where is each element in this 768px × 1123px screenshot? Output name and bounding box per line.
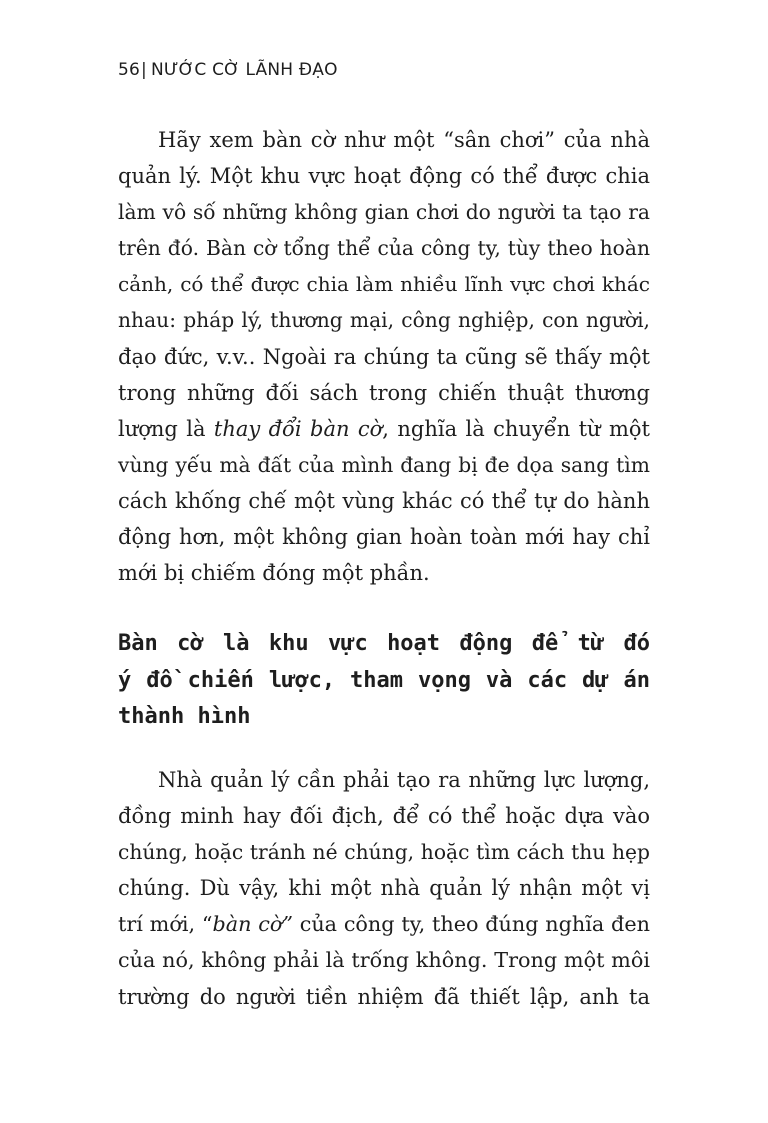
- text-run: , nghĩa là chuyển từ một: [382, 416, 650, 441]
- section-heading: [118, 626, 650, 736]
- text-run: lượng là: [118, 416, 214, 441]
- text-run: trí mới, “: [118, 912, 213, 937]
- page-number: 56: [118, 60, 141, 80]
- text-line: chúng, hoặc tránh né chúng, hoặc tìm cách thu hẹp: [118, 840, 650, 865]
- text-line: nhau: pháp lý, thương mại, công nghiệp, con người,: [118, 308, 650, 333]
- text-line: trên đó. Bàn cờ tổng thể của công ty, tùy theo hoàn: [118, 236, 650, 261]
- text-line: của nó, không phải là trống không. Trong một môi: [118, 948, 650, 973]
- text-line: đồng minh hay đối địch, để có thể hoặc dựa vào: [118, 804, 650, 829]
- text-line: quản lý. Một khu vực hoạt động có thể được chia: [118, 164, 650, 189]
- text-line: mới bị chiếm đóng một phần.: [118, 561, 430, 586]
- text-line: Hãy xem bàn cờ như một “sân chơi” của nhà: [158, 128, 650, 152]
- text-line: cách khống chế một vùng khác có thể tự do hành: [118, 488, 650, 513]
- heading-line: thành hình: [118, 704, 251, 729]
- book-title: NƯỚC CỜ LÃNH ĐẠO: [150, 60, 338, 80]
- text-run: của công ty, theo đúng nghĩa đen: [292, 912, 650, 937]
- text-line: [118, 411, 650, 447]
- text-line: đạo đức, v.v.. Ngoài ra chúng ta cũng sẽ thấy một: [118, 344, 650, 369]
- emphasis-term: thay đổi bàn cờ: [213, 416, 383, 441]
- text-line: động hơn, một không gian hoàn toàn mới hay chỉ: [118, 525, 650, 550]
- emphasis-term: bàn cờ”: [212, 912, 293, 937]
- text-line: cảnh, có thể được chia làm nhiều lĩnh vực chơi khác: [118, 272, 650, 297]
- heading-line: ý đồ chiến lược, tham vọng và các dự án: [118, 667, 650, 693]
- text-line: trong những đối sách trong chiến thuật thương: [118, 380, 650, 405]
- text-line: chúng. Dù vậy, khi một nhà quản lý nhận một vị: [118, 876, 650, 901]
- text-line: trường do người tiền nhiệm đã thiết lập, anh ta: [118, 984, 650, 1009]
- text-line: vùng yếu mà đất của mình đang bị đe dọa sang tìm: [118, 452, 650, 477]
- running-head: [118, 60, 338, 80]
- body-paragraph-1: [118, 122, 650, 591]
- text-line: làm vô số những không gian chơi do người ta tạo ra: [118, 200, 650, 225]
- heading-line: Bàn cờ là khu vực hoạt động để từ đó: [118, 631, 650, 656]
- text-line: Nhà quản lý cần phải tạo ra những lực lượng,: [158, 768, 650, 792]
- running-head-separator: |: [141, 60, 147, 80]
- body-paragraph-2: [118, 762, 650, 1015]
- text-line: [118, 906, 650, 942]
